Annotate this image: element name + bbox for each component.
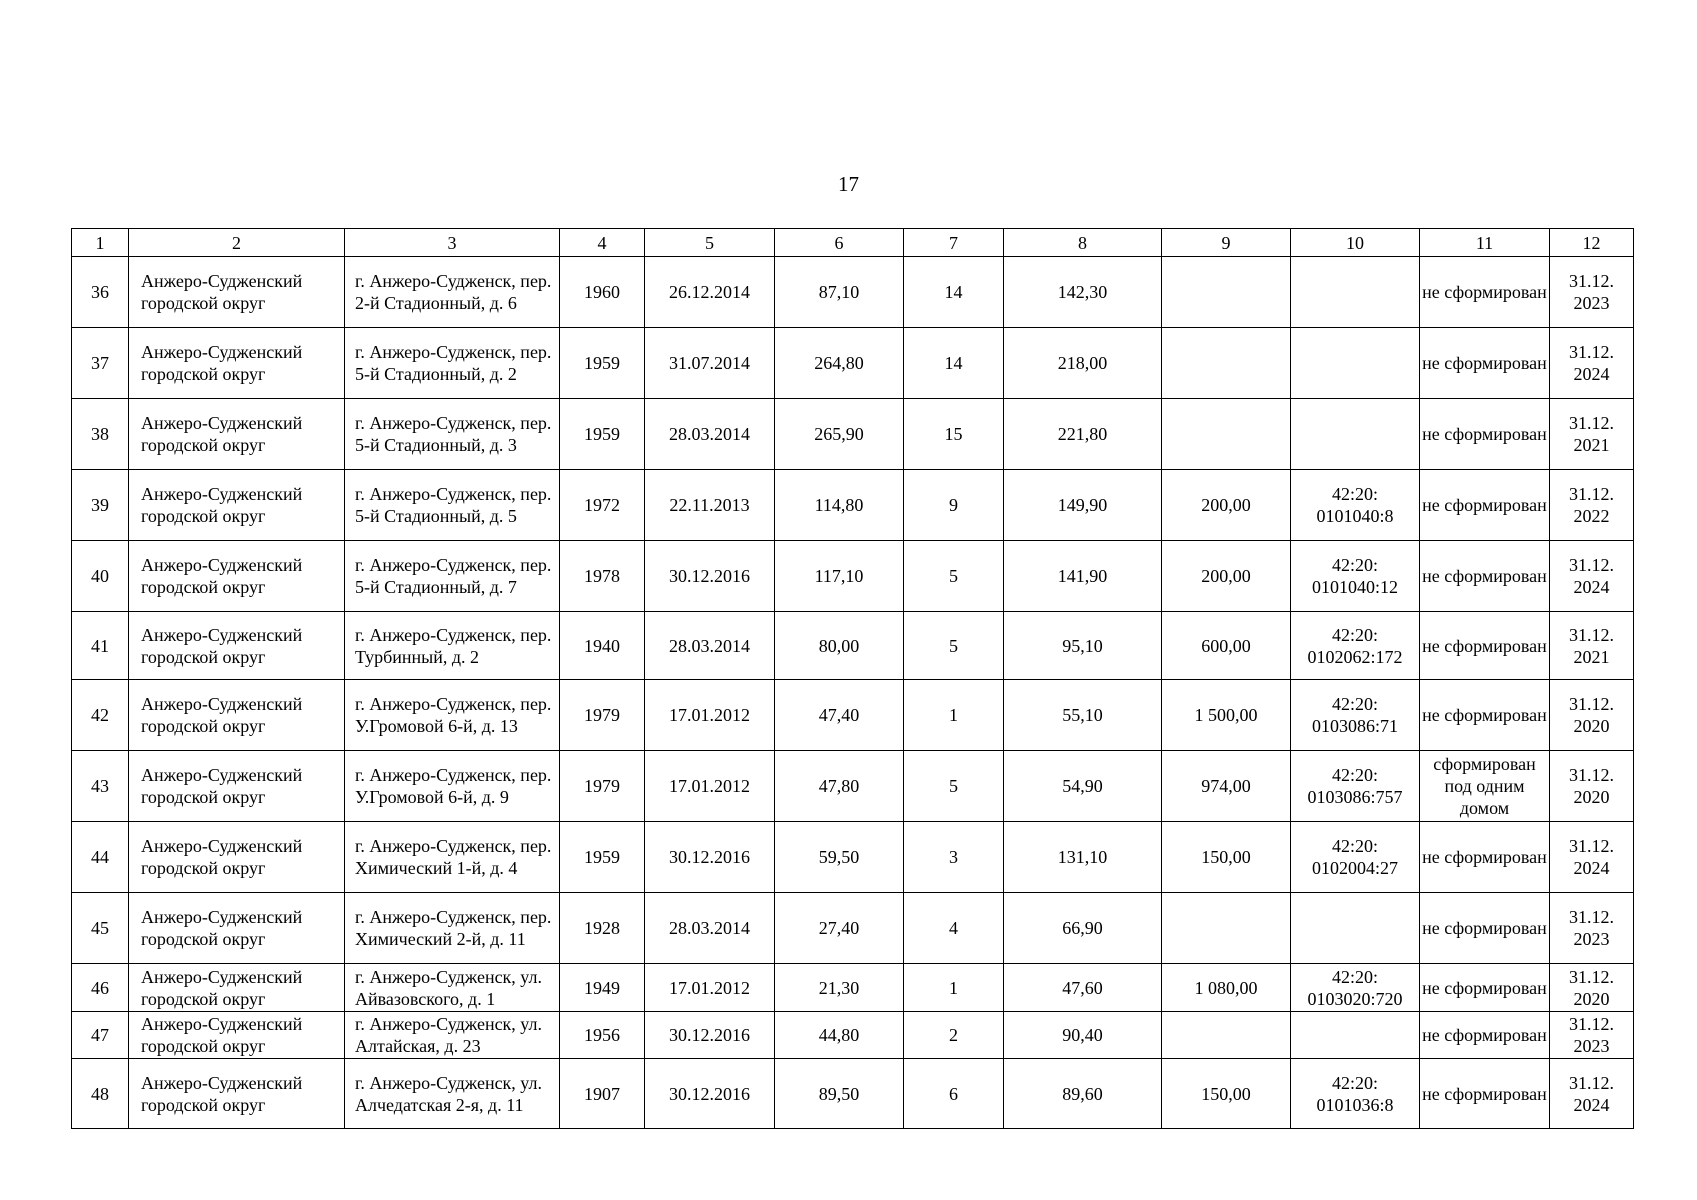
value-cell: 600,00 [1162,612,1291,680]
value-cell: 15 [904,399,1004,470]
table-row [72,822,1634,893]
column-number: 9 [1162,229,1291,257]
row-number: 37 [72,328,129,399]
column-number: 6 [775,229,904,257]
date-cell: 28.03.2014 [645,893,775,964]
value-cell [1162,1012,1291,1059]
value-cell: 21,30 [775,964,904,1012]
date-cell: 28.03.2014 [645,399,775,470]
row-number: 47 [72,1012,129,1059]
date-cell: 30.12.2016 [645,1012,775,1059]
column-number: 3 [345,229,560,257]
deadline-cell: 31.12. 2023 [1550,893,1634,964]
value-cell: 218,00 [1004,328,1162,399]
table-row [72,612,1634,680]
address-cell: г. Анжеро-Судженск, пер. 5-й Стадионный, д. 3 [345,399,560,470]
table-row [72,893,1634,964]
value-cell: 89,50 [775,1059,904,1129]
year-cell: 1949 [560,964,645,1012]
table-row [72,257,1634,328]
value-cell: 14 [904,257,1004,328]
table-row [72,328,1634,399]
year-cell: 1979 [560,680,645,751]
cadastral-number-cell: 42:20: 0103086:71 [1291,680,1420,751]
municipality-cell: Анжеро-Судженский городской округ [129,822,345,893]
page-number: 17 [838,172,859,196]
value-cell: 3 [904,822,1004,893]
value-cell: 200,00 [1162,541,1291,612]
address-cell: г. Анжеро-Судженск, пер. У.Громовой 6-й, д. 13 [345,680,560,751]
date-cell: 31.07.2014 [645,328,775,399]
land-status-cell: не сформирован [1420,893,1550,964]
address-cell: г. Анжеро-Судженск, пер. 5-й Стадионный, д. 5 [345,470,560,541]
column-number: 10 [1291,229,1420,257]
deadline-cell: 31.12. 2023 [1550,1012,1634,1059]
deadline-cell: 31.12. 2021 [1550,399,1634,470]
column-number: 8 [1004,229,1162,257]
land-status-cell: сформирован под одним домом [1420,751,1550,822]
column-number: 5 [645,229,775,257]
cadastral-number-cell [1291,893,1420,964]
municipality-cell: Анжеро-Судженский городской округ [129,399,345,470]
value-cell: 6 [904,1059,1004,1129]
row-number: 45 [72,893,129,964]
land-status-cell: не сформирован [1420,328,1550,399]
land-status-cell: не сформирован [1420,964,1550,1012]
value-cell: 87,10 [775,257,904,328]
municipality-cell: Анжеро-Судженский городской округ [129,751,345,822]
date-cell: 30.12.2016 [645,541,775,612]
row-number: 44 [72,822,129,893]
value-cell: 149,90 [1004,470,1162,541]
address-cell: г. Анжеро-Судженск, пер. Химический 2-й, д. 11 [345,893,560,964]
value-cell: 44,80 [775,1012,904,1059]
municipality-cell: Анжеро-Судженский городской округ [129,680,345,751]
deadline-cell: 31.12. 2024 [1550,1059,1634,1129]
value-cell: 27,40 [775,893,904,964]
land-status-cell: не сформирован [1420,541,1550,612]
deadline-cell: 31.12. 2020 [1550,751,1634,822]
value-cell: 89,60 [1004,1059,1162,1129]
housing-registry-table [71,228,1634,1129]
year-cell: 1959 [560,399,645,470]
cadastral-number-cell [1291,399,1420,470]
value-cell: 114,80 [775,470,904,541]
table-row [72,680,1634,751]
table-row [72,470,1634,541]
value-cell [1162,257,1291,328]
address-cell: г. Анжеро-Судженск, ул. Алчедатская 2-я, д. 11 [345,1059,560,1129]
year-cell: 1959 [560,328,645,399]
land-status-cell: не сформирован [1420,1012,1550,1059]
date-cell: 28.03.2014 [645,612,775,680]
value-cell [1162,399,1291,470]
municipality-cell: Анжеро-Судженский городской округ [129,328,345,399]
year-cell: 1979 [560,751,645,822]
value-cell: 1 500,00 [1162,680,1291,751]
table-row [72,541,1634,612]
year-cell: 1956 [560,1012,645,1059]
municipality-cell: Анжеро-Судженский городской округ [129,470,345,541]
municipality-cell: Анжеро-Судженский городской округ [129,893,345,964]
row-number: 36 [72,257,129,328]
date-cell: 30.12.2016 [645,1059,775,1129]
year-cell: 1959 [560,822,645,893]
deadline-cell: 31.12. 2024 [1550,822,1634,893]
value-cell: 221,80 [1004,399,1162,470]
row-number: 48 [72,1059,129,1129]
row-number: 40 [72,541,129,612]
value-cell: 264,80 [775,328,904,399]
cadastral-number-cell [1291,1012,1420,1059]
value-cell: 974,00 [1162,751,1291,822]
value-cell: 47,40 [775,680,904,751]
value-cell [1162,893,1291,964]
address-cell: г. Анжеро-Судженск, пер. Химический 1-й, д. 4 [345,822,560,893]
row-number: 41 [72,612,129,680]
deadline-cell: 31.12. 2022 [1550,470,1634,541]
column-number: 1 [72,229,129,257]
address-cell: г. Анжеро-Судженск, пер. 5-й Стадионный, д. 2 [345,328,560,399]
value-cell: 4 [904,893,1004,964]
land-status-cell: не сформирован [1420,822,1550,893]
municipality-cell: Анжеро-Судженский городской округ [129,541,345,612]
municipality-cell: Анжеро-Судженский городской округ [129,964,345,1012]
table-row [72,399,1634,470]
value-cell: 54,90 [1004,751,1162,822]
value-cell: 59,50 [775,822,904,893]
table-row [72,964,1634,1012]
table-row [72,1059,1634,1129]
value-cell: 5 [904,612,1004,680]
address-cell: г. Анжеро-Судженск, ул. Алтайская, д. 23 [345,1012,560,1059]
value-cell: 5 [904,541,1004,612]
value-cell: 117,10 [775,541,904,612]
date-cell: 30.12.2016 [645,822,775,893]
deadline-cell: 31.12. 2024 [1550,541,1634,612]
address-cell: г. Анжеро-Судженск, пер. 5-й Стадионный, д. 7 [345,541,560,612]
row-number: 39 [72,470,129,541]
value-cell: 200,00 [1162,470,1291,541]
value-cell: 47,80 [775,751,904,822]
address-cell: г. Анжеро-Судженск, пер. 2-й Стадионный, д. 6 [345,257,560,328]
value-cell: 66,90 [1004,893,1162,964]
column-number: 7 [904,229,1004,257]
land-status-cell: не сформирован [1420,470,1550,541]
column-number: 4 [560,229,645,257]
date-cell: 17.01.2012 [645,680,775,751]
municipality-cell: Анжеро-Судженский городской округ [129,1012,345,1059]
deadline-cell: 31.12. 2021 [1550,612,1634,680]
value-cell: 47,60 [1004,964,1162,1012]
land-status-cell: не сформирован [1420,680,1550,751]
value-cell: 150,00 [1162,822,1291,893]
land-status-cell: не сформирован [1420,257,1550,328]
value-cell: 95,10 [1004,612,1162,680]
cadastral-number-cell: 42:20: 0103020:720 [1291,964,1420,1012]
deadline-cell: 31.12. 2020 [1550,964,1634,1012]
value-cell: 55,10 [1004,680,1162,751]
cadastral-number-cell: 42:20: 0102004:27 [1291,822,1420,893]
year-cell: 1960 [560,257,645,328]
row-number: 38 [72,399,129,470]
cadastral-number-cell: 42:20: 0101040:12 [1291,541,1420,612]
land-status-cell: не сформирован [1420,612,1550,680]
cadastral-number-cell [1291,257,1420,328]
value-cell: 131,10 [1004,822,1162,893]
value-cell: 9 [904,470,1004,541]
land-status-cell: не сформирован [1420,399,1550,470]
value-cell: 1 [904,680,1004,751]
row-number: 42 [72,680,129,751]
value-cell: 80,00 [775,612,904,680]
date-cell: 17.01.2012 [645,751,775,822]
cadastral-number-cell: 42:20: 0102062:172 [1291,612,1420,680]
date-cell: 17.01.2012 [645,964,775,1012]
cadastral-number-cell: 42:20: 0101040:8 [1291,470,1420,541]
date-cell: 22.11.2013 [645,470,775,541]
value-cell: 141,90 [1004,541,1162,612]
value-cell: 1 080,00 [1162,964,1291,1012]
year-cell: 1940 [560,612,645,680]
value-cell [1162,328,1291,399]
column-number: 11 [1420,229,1550,257]
table-row [72,1012,1634,1059]
row-number: 43 [72,751,129,822]
cadastral-number-cell: 42:20: 0101036:8 [1291,1059,1420,1129]
year-cell: 1978 [560,541,645,612]
value-cell: 265,90 [775,399,904,470]
value-cell: 150,00 [1162,1059,1291,1129]
table-row [72,751,1634,822]
date-cell: 26.12.2014 [645,257,775,328]
address-cell: г. Анжеро-Судженск, ул. Айвазовского, д. 1 [345,964,560,1012]
year-cell: 1972 [560,470,645,541]
cadastral-number-cell: 42:20: 0103086:757 [1291,751,1420,822]
deadline-cell: 31.12. 2023 [1550,257,1634,328]
cadastral-number-cell [1291,328,1420,399]
value-cell: 90,40 [1004,1012,1162,1059]
column-number: 2 [129,229,345,257]
value-cell: 14 [904,328,1004,399]
municipality-cell: Анжеро-Судженский городской округ [129,257,345,328]
column-number-row [72,229,1634,257]
deadline-cell: 31.12. 2024 [1550,328,1634,399]
row-number: 46 [72,964,129,1012]
column-number: 12 [1550,229,1634,257]
value-cell: 2 [904,1012,1004,1059]
address-cell: г. Анжеро-Судженск, пер. У.Громовой 6-й, д. 9 [345,751,560,822]
municipality-cell: Анжеро-Судженский городской округ [129,1059,345,1129]
value-cell: 142,30 [1004,257,1162,328]
municipality-cell: Анжеро-Судженский городской округ [129,612,345,680]
deadline-cell: 31.12. 2020 [1550,680,1634,751]
year-cell: 1907 [560,1059,645,1129]
value-cell: 1 [904,964,1004,1012]
value-cell: 5 [904,751,1004,822]
year-cell: 1928 [560,893,645,964]
land-status-cell: не сформирован [1420,1059,1550,1129]
table-body [72,229,1634,1129]
address-cell: г. Анжеро-Судженск, пер. Турбинный, д. 2 [345,612,560,680]
